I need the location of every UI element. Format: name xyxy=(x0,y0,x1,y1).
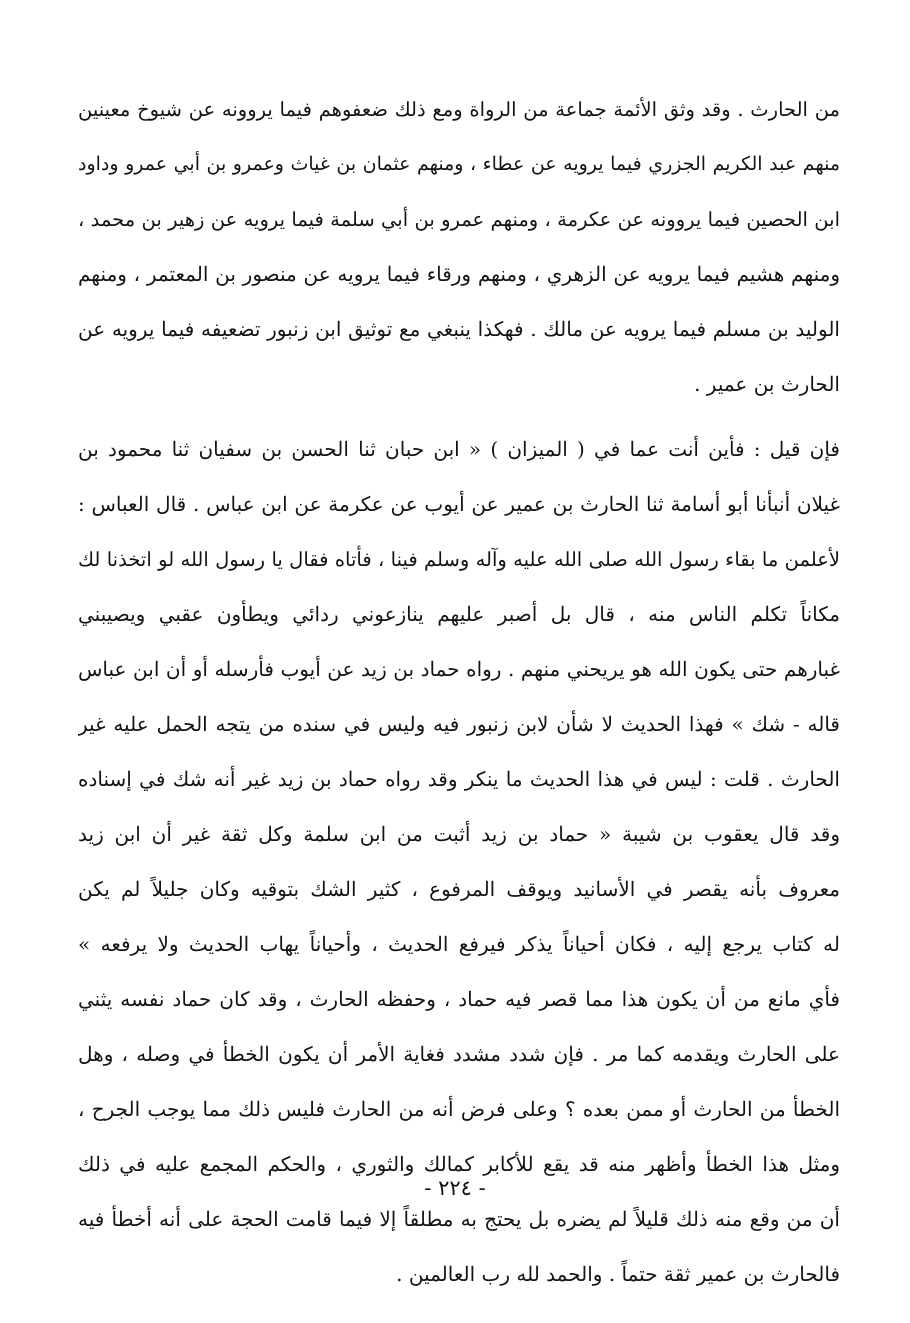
paragraph-spacer xyxy=(78,412,840,422)
text-line: على الحارث ويقدمه كما مر . فإن شدد مشدد فغاية الأمر أن يكون الخطأ في وصله ، وهل xyxy=(78,1042,840,1066)
text-line: أن من وقع منه ذلك قليلاً لم يضره بل يحتج به مطلقاً إلا فيما قامت الحجة على أنه أخطأ فيه xyxy=(78,1207,840,1231)
text-line: فإن قيل : فأين أنت عما في ( الميزان ) « ابن حبان ثنا الحسن بن سفيان ثنا محمود بن xyxy=(78,437,840,461)
text-line: ابن الحصين فيما يروونه عن عكرمة ، ومنهم عمرو بن أبي سلمة فيما يرويه عن زهير بن محمد ، xyxy=(78,208,840,231)
text-line: فأي مانع من أن يكون هذا مما قصر فيه حماد ، وحفظه الحارث ، وقد كان حماد نفسه يثني xyxy=(78,987,840,1011)
paragraph-2 xyxy=(78,422,840,1302)
text-line: لأعلمن ما بقاء رسول الله صلى الله عليه وآله وسلم فينا ، فأتاه فقال يا رسول الله لو اتخذنا لك xyxy=(78,548,840,571)
text-line: الحارث . قلت : ليس في هذا الحديث ما ينكر وقد رواه حماد بن زيد غير أنه شك في إسناده xyxy=(78,767,840,791)
text-line: له كتاب يرجع إليه ، فكان أحياناً يذكر فيرفع الحديث ، وأحياناً يهاب الحديث ولا يرفعه » xyxy=(78,932,840,956)
text-line: غيلان أنبأنا أبو أسامة ثنا الحارث بن عمير عن أيوب عن عكرمة عن ابن عباس . قال العباس : xyxy=(78,492,840,516)
text-line: فالحارث بن عمير ثقة حتماً . والحمد لله رب العالمين . xyxy=(396,1262,840,1286)
text-line: الحارث بن عمير . xyxy=(694,372,840,396)
text-line: غبارهم حتى يكون الله هو يريحني منهم . رواه حماد بن زيد عن أيوب فأرسله أو أن ابن عباس xyxy=(78,657,840,681)
paragraph-1 xyxy=(78,82,840,412)
text-line: معروف بأنه يقصر في الأسانيد ويوقف المرفوع ، كثير الشك بتوقيه وكان جليلاً لم يكن xyxy=(78,877,840,901)
page-body xyxy=(78,82,840,1286)
text-line: ومثل هذا الخطأ وأظهر منه قد يقع للأكابر كمالك والثوري ، والحكم المجمع عليه في ذلك xyxy=(78,1152,840,1176)
text-line: وقد قال يعقوب بن شيبة « حماد بن زيد أثبت من ابن سلمة وكل ثقة غير أن ابن زيد xyxy=(78,822,840,846)
text-line: الوليد بن مسلم فيما يرويه عن مالك . فهكذا ينبغي مع توثيق ابن زنبور تضعيفه فيما يرويه عن xyxy=(78,317,840,341)
text-line: من الحارث . وقد وثق الأئمة جماعة من الرواة ومع ذلك ضعفوهم فيما يروونه عن شيوخ معينين xyxy=(78,98,840,121)
text-line: منهم عبد الكريم الجزري فيما يرويه عن عطاء ، ومنهم عثمان بن غياث وعمرو بن أبي عمرو وداود xyxy=(78,153,840,175)
text-line: مكاناً تكلم الناس منه ، قال بل أصبر عليهم ينازعوني ردائي ويطأون عقبي ويصيبني xyxy=(78,602,840,626)
text-line: الخطأ من الحارث أو ممن بعده ؟ وعلى فرض أنه من الحارث فليس ذلك مما يوجب الجرح ، xyxy=(78,1097,840,1121)
page-number: - ٢٢٤ - xyxy=(424,1176,486,1200)
text-line: قاله - شك » فهذا الحديث لا شأن لابن زنبور فيه وليس في سنده من يتجه الحمل عليه غير xyxy=(78,712,840,736)
text-line: ومنهم هشيم فيما يرويه عن الزهري ، ومنهم ورقاء فيما يرويه عن منصور بن المعتمر ، ومنهم xyxy=(78,262,840,286)
